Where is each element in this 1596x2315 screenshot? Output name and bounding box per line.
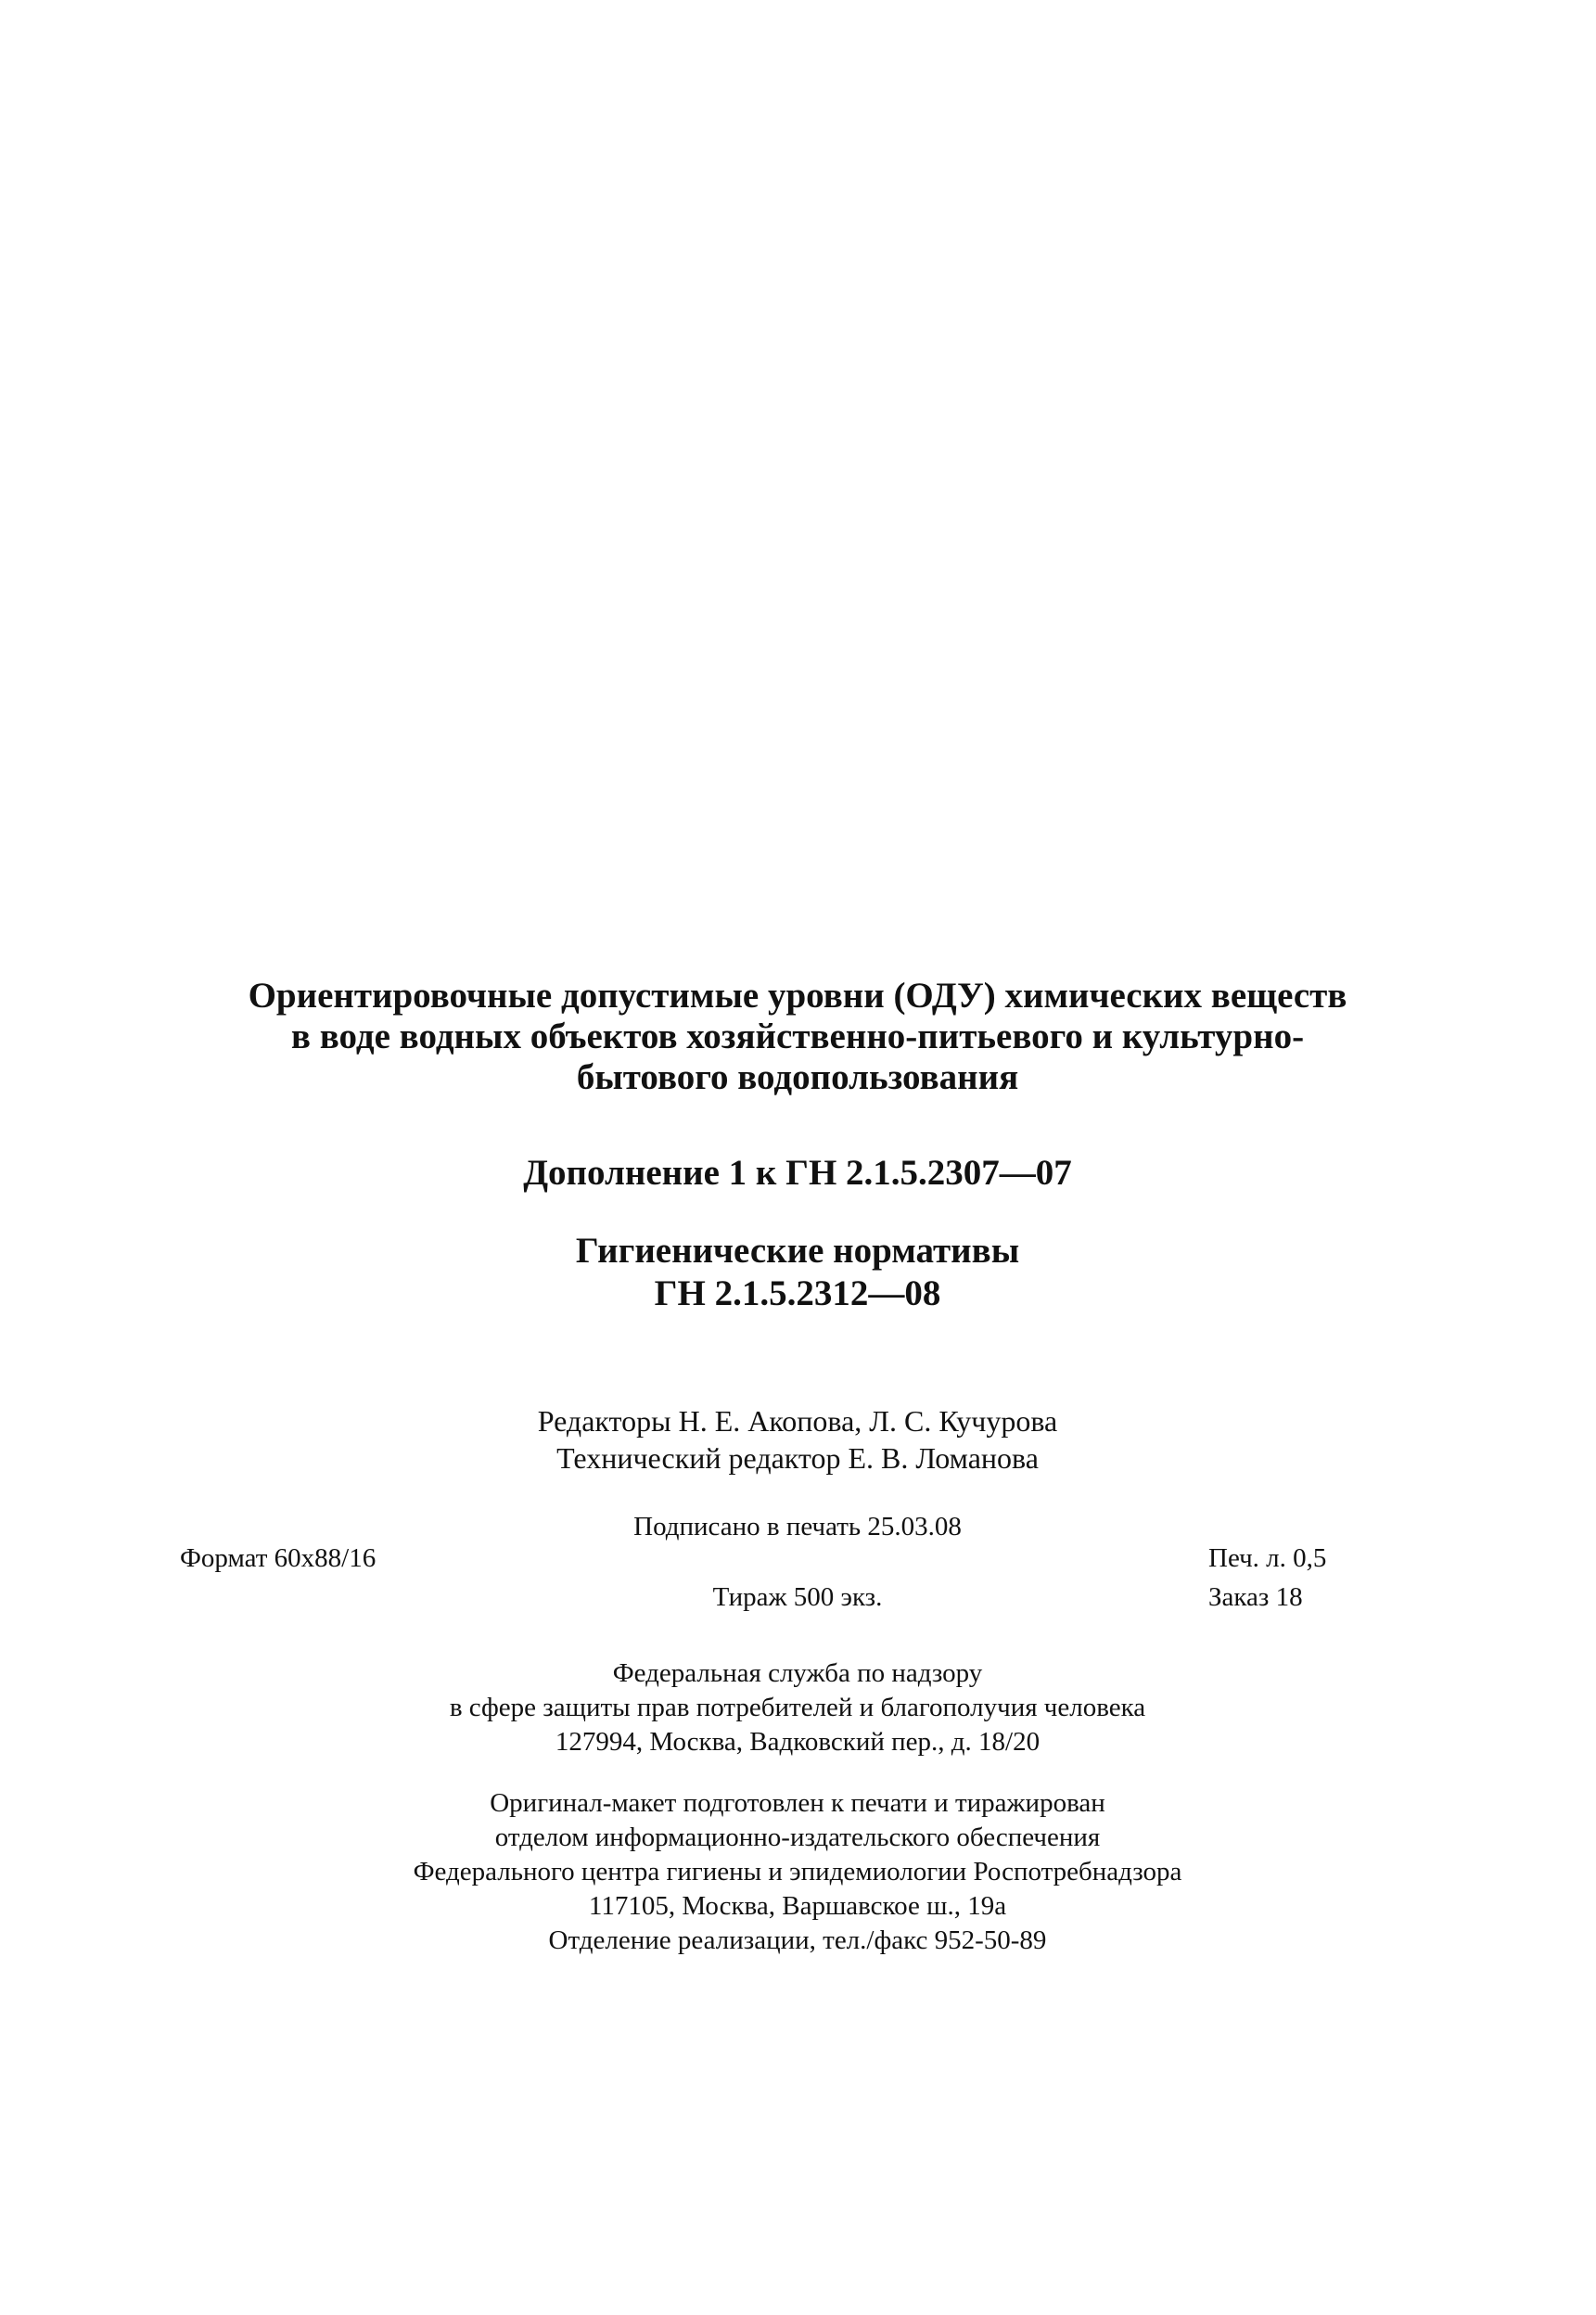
document-title <box>148 976 1447 1098</box>
publisher-line: Федеральная служба по надзору <box>612 1658 983 1688</box>
sales-contact: Отделение реализации, тел./факс 952-50-89 <box>548 1925 1047 1955</box>
title-line: Ориентировочные допустимые уровни (ОДУ) химических веществ <box>248 976 1347 1016</box>
order-number: Заказ 18 <box>1208 1582 1303 1612</box>
editors-block <box>148 1402 1447 1477</box>
supplement-heading: Дополнение 1 к ГН 2.1.5.2307—07 <box>523 1153 1072 1193</box>
layout-info-line: Оригинал-макет подготовлен к печати и тиражирован <box>490 1788 1105 1818</box>
layout-info-line: отделом информационно-издательского обеспечения <box>494 1823 1101 1852</box>
tech-editor-line: Технический редактор Е. В. Ломанова <box>556 1441 1039 1475</box>
norms-title: Гигиенические нормативы <box>575 1231 1020 1271</box>
print-sheets: Печ. л. 0,5 <box>1208 1543 1327 1573</box>
circulation: Тираж 500 экз. <box>712 1582 883 1612</box>
editors-line: Редакторы Н. Е. Акопова, Л. С. Кучурова <box>537 1404 1058 1438</box>
title-line: бытового водопользования <box>576 1057 1019 1097</box>
publisher-line: в сфере защиты прав потребителей и благополучия человека <box>449 1693 1146 1722</box>
layout-info-address: 117105, Москва, Варшавское ш., 19а <box>588 1891 1007 1921</box>
title-line: в воде водных объектов хозяйственно-питьевого и культурно- <box>290 1017 1305 1056</box>
publisher-block <box>148 1656 1447 1759</box>
signed-to-print: Подписано в печать 25.03.08 <box>633 1512 962 1541</box>
layout-info-block <box>148 1786 1447 1958</box>
norms-code: ГН 2.1.5.2312—08 <box>654 1273 941 1313</box>
layout-info-line: Федерального центра гигиены и эпидемиологии Роспотребнадзора <box>413 1857 1182 1887</box>
paper-format: Формат 60x88/16 <box>180 1543 377 1573</box>
publisher-address: 127994, Москва, Вадковский пер., д. 18/20 <box>555 1727 1041 1757</box>
norms-heading <box>148 1230 1447 1315</box>
